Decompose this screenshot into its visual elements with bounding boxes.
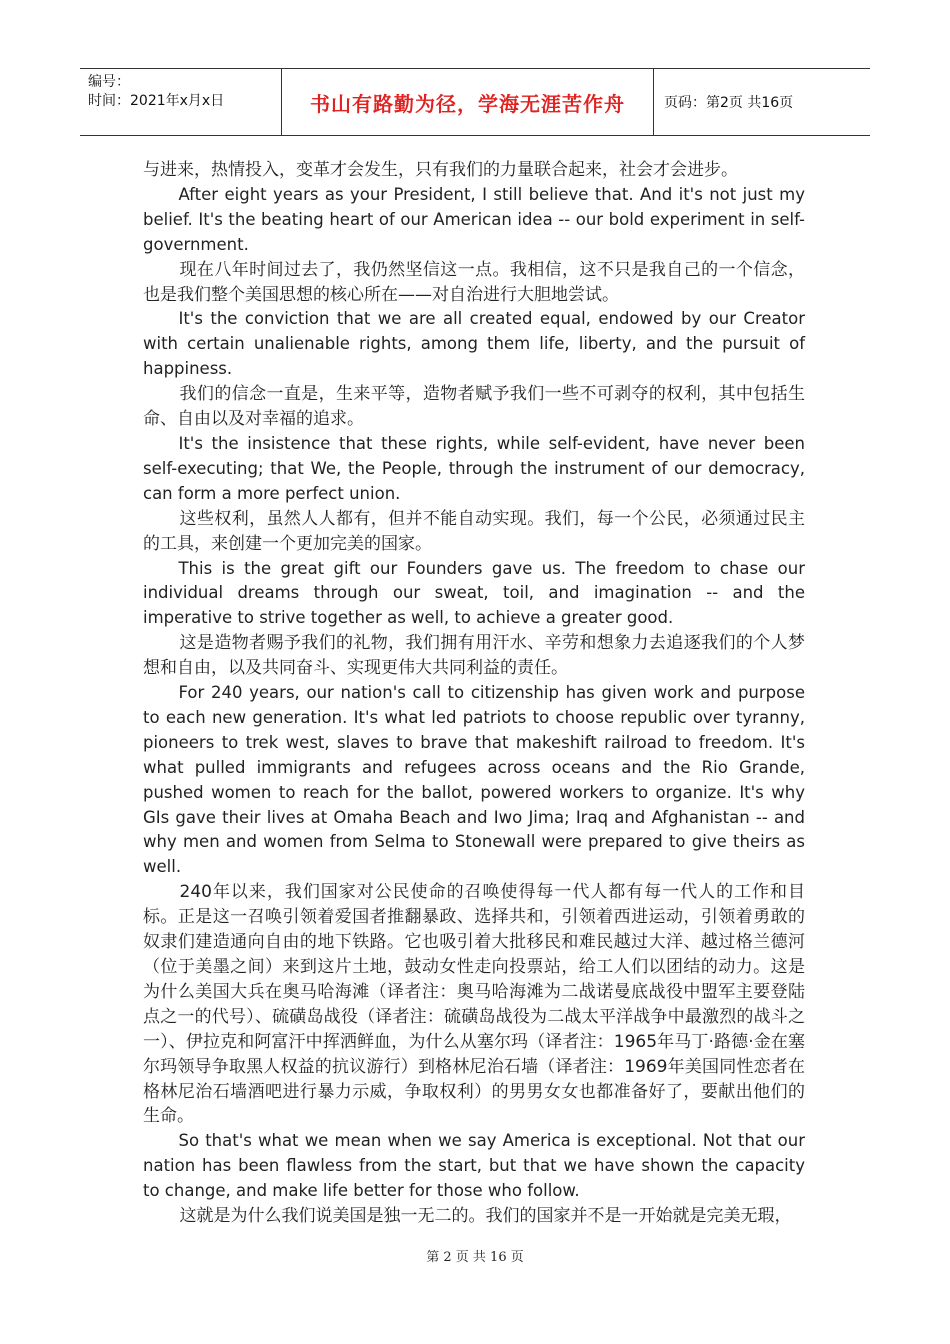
paragraph-zh: 我们的信念一直是，生来平等，造物者赋予我们一些不可剥夺的权利，其中包括生命、自由以及对幸福的追求。 (143, 384, 805, 430)
paragraph-zh: 这些权利，虽然人人都有，但并不能自动实现。我们，每一个公民，必须通过民主的工具，来创建一个更加完美的国家。 (143, 508, 805, 554)
paragraph-zh: 240年以来，我们国家对公民使命的召唤使得每一代人都有每一代人的工作和目标。正是这一召唤引领着爱国者推翻暴政、选择共和，引领着西进运动，引领着勇敢的奴隶们建造通向自由的地下铁路。它也吸引着大批移民和难民越过大洋、越过格兰德河（位于美墨之间）来到这片土地，鼓动女性走向投票站，给工人们以团结的动力。这是为什么美国大兵在奥马哈海滩（译者注：奥马哈海滩为二战诺曼底战役中盟军主要登陆点之一的代号）、硫磺岛战役（译者注：硫磺岛战役为二战太平洋战争中最激烈的战斗之一）、伊拉克和阿富汗中挥洒鲜血，为什么从塞尔玛（译者注：1965年马丁·路德·金在塞尔玛领导争取黑人权益的抗议游行）到格林尼治石墙（译者注：1969年美国同性恋者在格林尼治石墙酒吧进行暴力示威，争取权利）的男男女女也都准备好了，要献出他们的生命。 (143, 882, 805, 1127)
paragraph-en: After eight years as your President, I still believe that. And it's not just my belief. It's the beating heart of our American idea -- our bold experiment in self-government. (143, 184, 805, 254)
paragraph-zh: 这是造物者赐予我们的礼物，我们拥有用汗水、辛劳和想象力去追逐我们的个人梦想和自由，以及共同奋斗、实现更伟大共同利益的责任。 (143, 633, 805, 679)
paragraph-en: This is the great gift our Founders gave us. The freedom to chase our individual dreams through our sweat, toil, and imagination -- and the imperative to strive together as well, to achieve a greater good. (143, 558, 805, 628)
code-label: 编号： (88, 74, 130, 90)
paragraph-en: It's the insistence that these rights, while self-evident, have never been self-executing; that We, the People, through the instrument of our democracy, can form a more perfect union. (143, 433, 805, 503)
header-meta (80, 69, 282, 135)
paragraph-en: So that's what we mean when we say America is exceptional. Not that our nation has been flawless from the start, but that we have shown the capacity to change, and make life better for those who follow. (143, 1131, 805, 1201)
header-page-number: 页码：第2页 共16页 (664, 95, 794, 111)
paragraph-zh: 现在八年时间过去了，我仍然坚信这一点。我相信，这不只是我自己的一个信念，也是我们整个美国思想的核心所在——对自治进行大胆地尝试。 (143, 259, 805, 305)
header-motto: 书山有路勤为径，学海无涯苦作舟 (282, 69, 654, 135)
paragraph-zh: 与进来，热情投入，变革才会发生，只有我们的力量联合起来，社会才会进步。 (143, 160, 738, 180)
page-footer: 第 2 页 共 16 页 (426, 1250, 524, 1265)
page-header (80, 68, 870, 136)
date-label: 时间：2021年x月x日 (88, 93, 225, 109)
paragraph-en: For 240 years, our nation's call to citizenship has given work and purpose to each new generation. It's what led patriots to choose republic over tyranny, pioneers to trek west, slaves to brave that makeshift railroad to freedom. It's what pulled immigrants and refugees across oceans and the Rio Grande, pushed women to reach for the ballot, powered workers to organize. It's why GIs gave their lives at Omaha Beach and Iwo Jima; Iraq and Afghanistan -- and why men and women from Selma to Stonewall were prepared to give theirs as well. (143, 683, 805, 877)
paragraph-en: It's the conviction that we are all created equal, endowed by our Creator with certain unalienable rights, among them life, liberty, and the pursuit of happiness. (143, 309, 805, 379)
paragraph-zh: 这就是为什么我们说美国是独一无二的。我们的国家并不是一开始就是完美无瑕， (179, 1206, 792, 1227)
document-body (143, 158, 805, 1229)
